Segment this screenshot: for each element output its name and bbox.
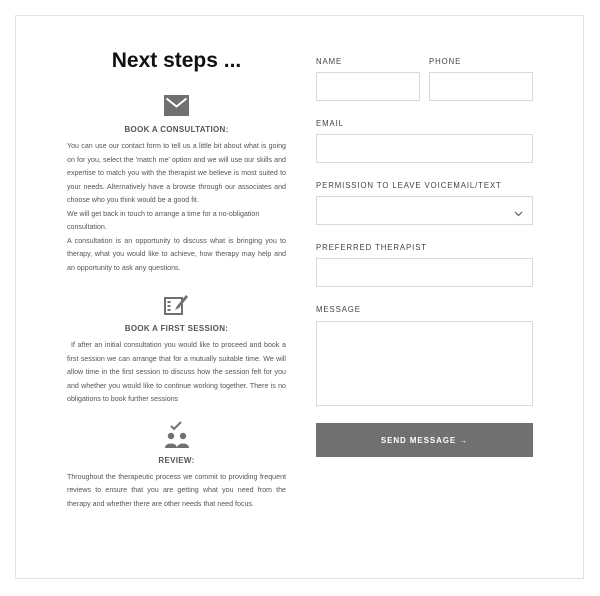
preferred-therapist-input[interactable] (316, 258, 533, 287)
name-label: NAME (316, 57, 343, 66)
consultation-paragraph-2: We will get back in touch to arrange a time for a no-obligation consultation. (67, 209, 260, 231)
first-session-heading: BOOK A FIRST SESSION: (124, 324, 229, 333)
voicemail-permission-value (316, 196, 533, 225)
email-label: EMAIL (316, 119, 344, 128)
review-heading: REVIEW: (158, 455, 195, 465)
email-input[interactable] (316, 134, 533, 163)
voicemail-permission-label: PERMISSION TO LEAVE VOICEMAIL/TEXT (316, 181, 502, 190)
people-check-icon (164, 421, 190, 454)
next-steps-column (67, 48, 286, 511)
phone-label: PHONE (429, 57, 462, 66)
review-paragraph: Throughout the therapeutic process we commit to providing frequent reviews to ensure that you are getting what you need from the therapy and whether there are other needs that need focus. (67, 472, 286, 508)
chevron-down-icon (514, 205, 523, 223)
message-label: MESSAGE (316, 305, 361, 314)
send-message-button[interactable]: SEND MESSAGE → (316, 423, 533, 457)
tablet-pen-icon (164, 293, 189, 320)
phone-input[interactable] (429, 72, 533, 101)
preferred-therapist-label: PREFERRED THERAPIST (316, 243, 427, 252)
name-input[interactable] (316, 72, 420, 101)
contact-form (316, 57, 533, 457)
voicemail-permission-select[interactable] (316, 196, 533, 225)
consultation-paragraph-1: You can use our contact form to tell us a little bit about what is going on for you, select the 'match me' option and we will use our skills and expertise to match you with the therapist we believe is most suited to your needs. Alternatively have a browse through our associates and choose who you think would be a good fit. (67, 142, 286, 204)
page-title: Next steps ... (111, 49, 242, 72)
envelope-icon (164, 95, 189, 121)
message-textarea[interactable] (316, 321, 533, 406)
consultation-heading: BOOK A CONSULTATION: (124, 125, 229, 134)
first-session-paragraph: If after an initial consultation you would like to proceed and book a first session we can arrange that for a mutually suitable time. We will allow time in the first session to discuss how the session felt for you and whether you would like to continue working together. There is no obligations to book further sessions (67, 341, 286, 403)
consultation-paragraph-3: A consultation is an opportunity to discuss what is bringing you to therapy, what you would like to achieve, how therapy may help and an opportunity to ask any questions. (67, 236, 286, 272)
